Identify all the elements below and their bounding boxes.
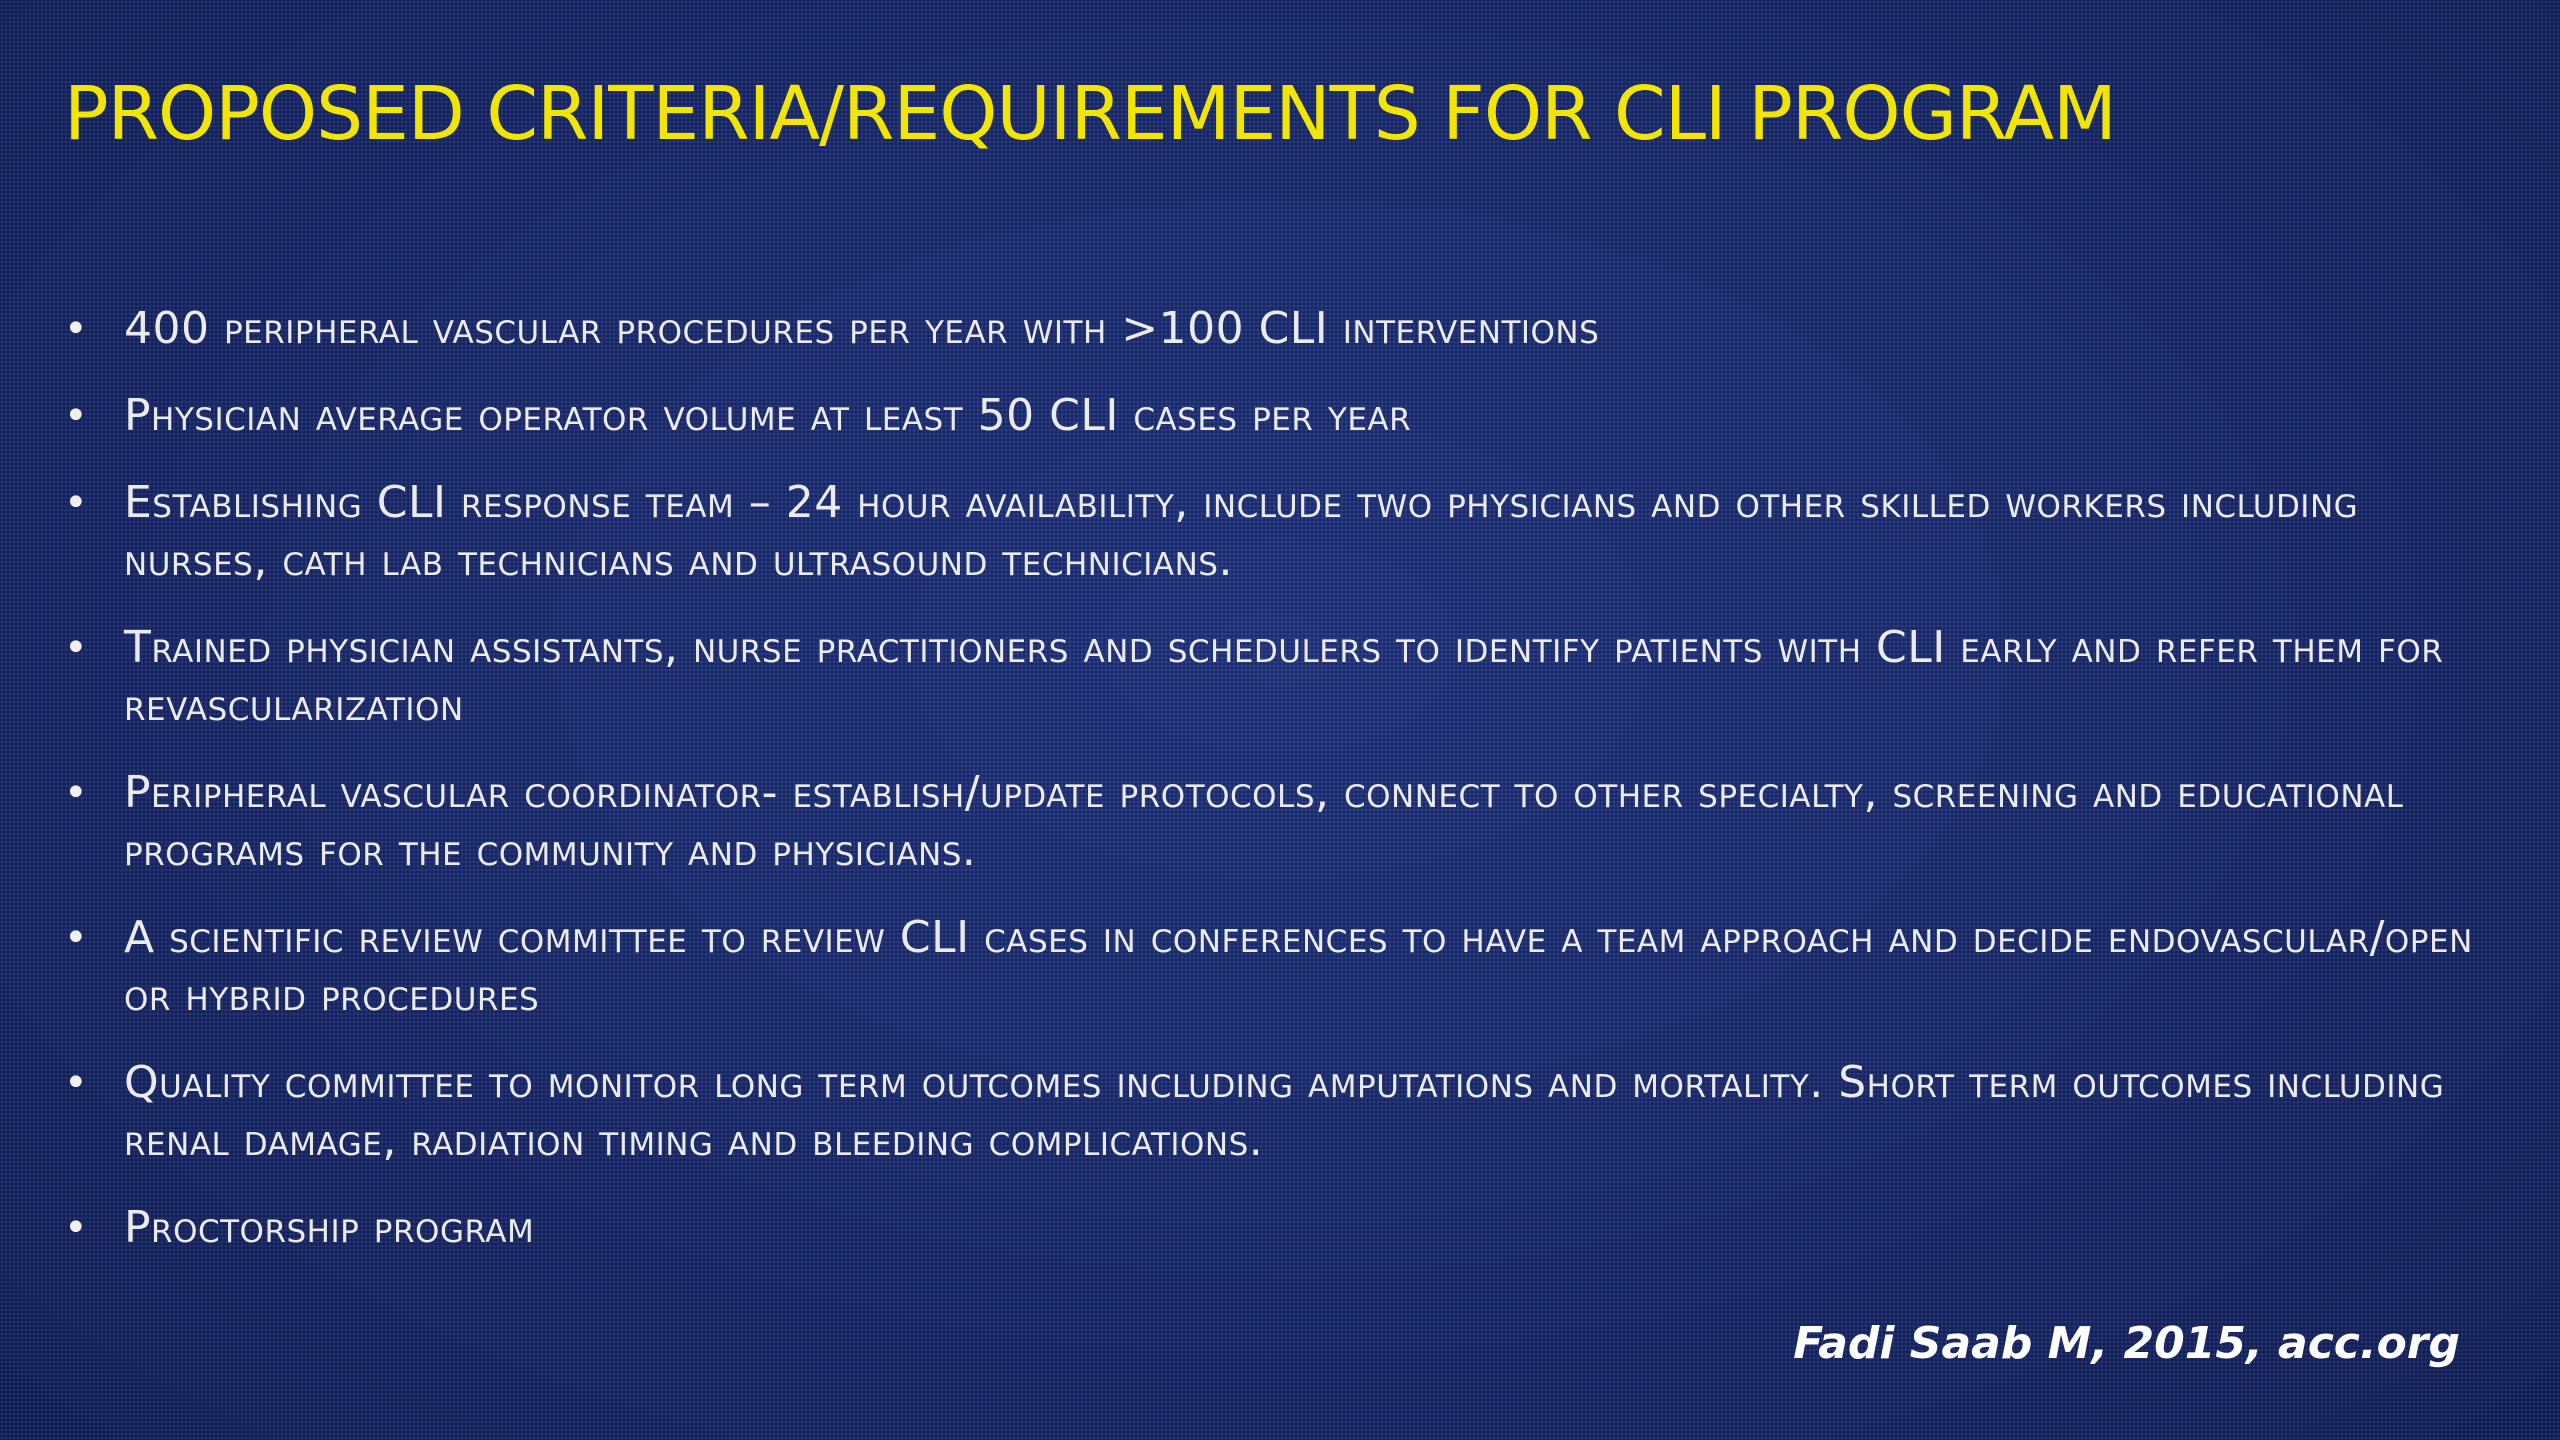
bullet-icon: •: [64, 393, 89, 439]
bullet-icon: •: [64, 770, 89, 816]
list-item: [64, 300, 2474, 358]
bullet-text: Proctorship program: [124, 1202, 535, 1253]
list-item: [64, 474, 2474, 590]
list-item: [64, 764, 2474, 880]
bullet-icon: •: [64, 1060, 89, 1106]
bullet-text: A scientific review committee to review CLI cases in conferences to have a team approach and decide endovascular/open or hybrid procedures: [124, 912, 2473, 1021]
bullet-text: Peripheral vascular coordinator- establish/update protocols, connect to other specialty, screening and educational programs for the community and physicians.: [124, 767, 2404, 876]
bullet-icon: •: [64, 480, 89, 526]
slide-title: PROPOSED CRITERIA/REQUIREMENTS FOR CLI PROGRAM: [64, 71, 2116, 157]
citation: Fadi Saab M, 2015, acc.org: [1793, 1318, 2460, 1369]
list-item: [64, 619, 2474, 735]
bullet-text: Establishing CLI response team – 24 hour availability, include two physicians and other skilled workers including nurses, cath lab technicians and ultrasound technicians.: [124, 477, 2359, 586]
list-item: [64, 387, 2474, 445]
list-item: [64, 1054, 2474, 1170]
bullet-icon: •: [64, 915, 89, 961]
bullet-icon: •: [64, 306, 89, 352]
bullet-icon: •: [64, 1205, 89, 1251]
list-item: [64, 909, 2474, 1025]
bullet-text: 400 peripheral vascular procedures per year with >100 CLI interventions: [124, 303, 1600, 354]
bullet-text: Physician average operator volume at least 50 CLI cases per year: [124, 390, 1412, 441]
bullet-text: Quality committee to monitor long term outcomes including amputations and mortality. Short term outcomes including renal damage, radiation timing and bleeding complications.: [124, 1057, 2445, 1166]
bullet-icon: •: [64, 625, 89, 671]
bullet-list: [64, 300, 2474, 1286]
list-item: [64, 1199, 2474, 1257]
bullet-text: Trained physician assistants, nurse practitioners and schedulers to identify patients with CLI early and refer them for revascularization: [124, 622, 2444, 731]
